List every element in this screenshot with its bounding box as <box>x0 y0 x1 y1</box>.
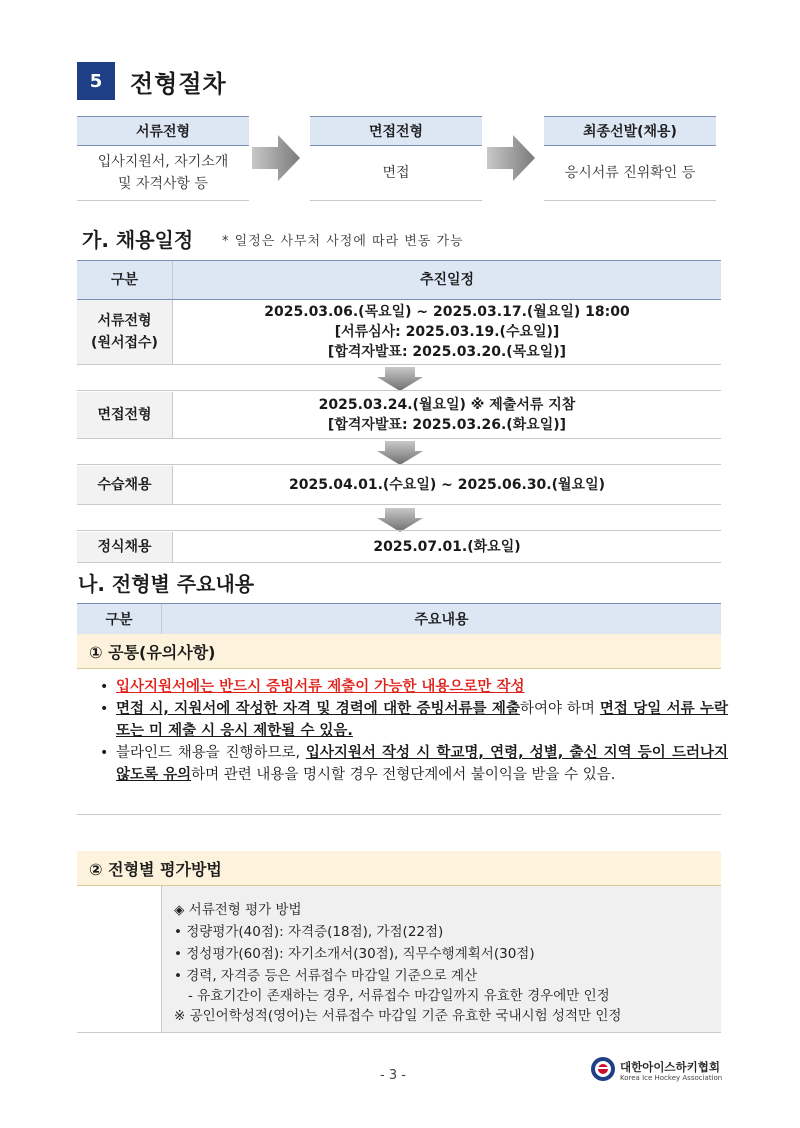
process-step-body <box>544 146 716 201</box>
schedule-row-label: 정식채용 <box>77 532 173 562</box>
schedule-row <box>77 466 721 505</box>
evaluation-line: • 정량평가(40점): 자격증(18점), 가점(22점) <box>174 924 444 940</box>
process-step-line: 입사지원서, 자기소개 <box>97 154 229 170</box>
evaluation-line: • 정성평가(60점): 자기소개서(30점), 직무수행계획서(30점) <box>174 946 535 962</box>
process-step-title: 최종선발(채용) <box>544 116 716 146</box>
schedule-row-label: 수습채용 <box>77 466 173 504</box>
evaluation-line: • 경력, 자격증 등은 서류접수 마감일 기준으로 계산 <box>174 968 478 984</box>
association-name-ko: 대한아이스하키협회 <box>620 1060 720 1074</box>
page-number: - 3 - <box>380 1068 406 1083</box>
evaluation-box <box>77 886 721 1033</box>
schedule-row-dates: 2025.03.06.(목요일) ~ 2025.03.17.(월요일) 18:00 [서류심사: 2025.03.19.(수요일)] [합격자발표: 2025.03.20.(목요일)] <box>264 304 630 360</box>
common-notes <box>98 676 728 786</box>
common-band <box>77 634 721 669</box>
schedule-note: * 일정은 사무처 사정에 따라 변동 가능 <box>222 234 464 249</box>
arrow-right-icon <box>252 135 300 181</box>
list-item: • 면접 시, 지원서에 작성한 자격 및 경력에 대한 증빙서류를 제출하여야 하며 면접 당일 서류 누락 또는 미 제출 시 응시 제한될 수 있음. <box>98 698 728 742</box>
evaluation-line: ◈ 서류전형 평가 방법 <box>174 902 302 918</box>
schedule-row <box>77 300 721 365</box>
content-header-category: 구분 <box>77 604 162 634</box>
process-step-title: 서류전형 <box>77 116 249 146</box>
schedule-row-dates: 2025.07.01.(화요일) <box>373 539 521 555</box>
schedule-header-dates: 추진일정 <box>173 261 721 299</box>
evaluation-label: ② 전형별 평가방법 <box>89 859 222 879</box>
schedule-row <box>77 392 721 439</box>
process-step-final <box>544 116 716 201</box>
process-step-line: 응시서류 진위확인 등 <box>564 165 696 181</box>
schedule-row-dates: 2025.04.01.(수요일) ~ 2025.06.30.(월요일) <box>289 477 605 493</box>
list-item: • 입사지원서에는 반드시 증빙서류 제출이 가능한 내용으로만 작성 <box>98 676 728 698</box>
process-step-interview <box>310 116 482 201</box>
association-name-en: Korea Ice Hockey Association <box>620 1074 723 1082</box>
process-step-line: 면접 <box>382 165 410 181</box>
schedule-spacer <box>77 364 721 391</box>
process-step-title: 면접전형 <box>310 116 482 146</box>
evaluation-content-cell <box>162 886 721 1032</box>
list-item: • 블라인드 채용을 진행하므로, 입사지원서 작성 시 학교명, 연령, 성별, 출신 지역 등이 드러나지 않도록 유의하며 관련 내용을 명시할 경우 전형단계에서 불이익을 받을 수 있음. <box>98 742 728 786</box>
schedule-row <box>77 532 721 563</box>
schedule-header-category: 구분 <box>77 261 173 299</box>
association-emblem-icon <box>590 1056 616 1082</box>
evaluation-band <box>77 851 721 886</box>
section-title: 전형절차 <box>130 70 227 98</box>
schedule-header-row <box>77 260 721 300</box>
common-label: ① 공통(유의사항) <box>89 642 216 662</box>
schedule-row-label: 면접전형 <box>77 392 173 438</box>
content-title: 나. 전형별 주요내용 <box>78 572 255 596</box>
schedule-title: 가. 채용일정 <box>82 228 194 252</box>
process-step-body <box>77 146 249 201</box>
schedule-spacer <box>77 504 721 531</box>
process-step-body <box>310 146 482 201</box>
schedule-row-dates: 2025.03.24.(월요일) ※ 제출서류 지참 [합격자발표: 2025.03.26.(화요일)] <box>318 397 576 433</box>
content-header-content: 주요내용 <box>414 612 469 628</box>
process-step-document <box>77 116 249 201</box>
content-header-row <box>77 603 721 635</box>
evaluation-line: - 유효기간이 존재하는 경우, 서류접수 마감일까지 유효한 경우에만 인정 <box>188 988 610 1004</box>
schedule-spacer <box>77 438 721 465</box>
section-number-badge: 5 <box>77 62 115 100</box>
schedule-row-label: 서류전형 (원서접수) <box>77 300 173 364</box>
divider <box>77 814 721 815</box>
evaluation-category-cell <box>77 886 162 1032</box>
evaluation-line: ※ 공인어학성적(영어)는 서류접수 마감일 기준 유효한 국내시험 성적만 인정 <box>174 1008 622 1024</box>
arrow-right-icon <box>487 135 535 181</box>
association-logo <box>590 1056 730 1086</box>
process-step-line: 및 자격사항 등 <box>117 176 209 192</box>
